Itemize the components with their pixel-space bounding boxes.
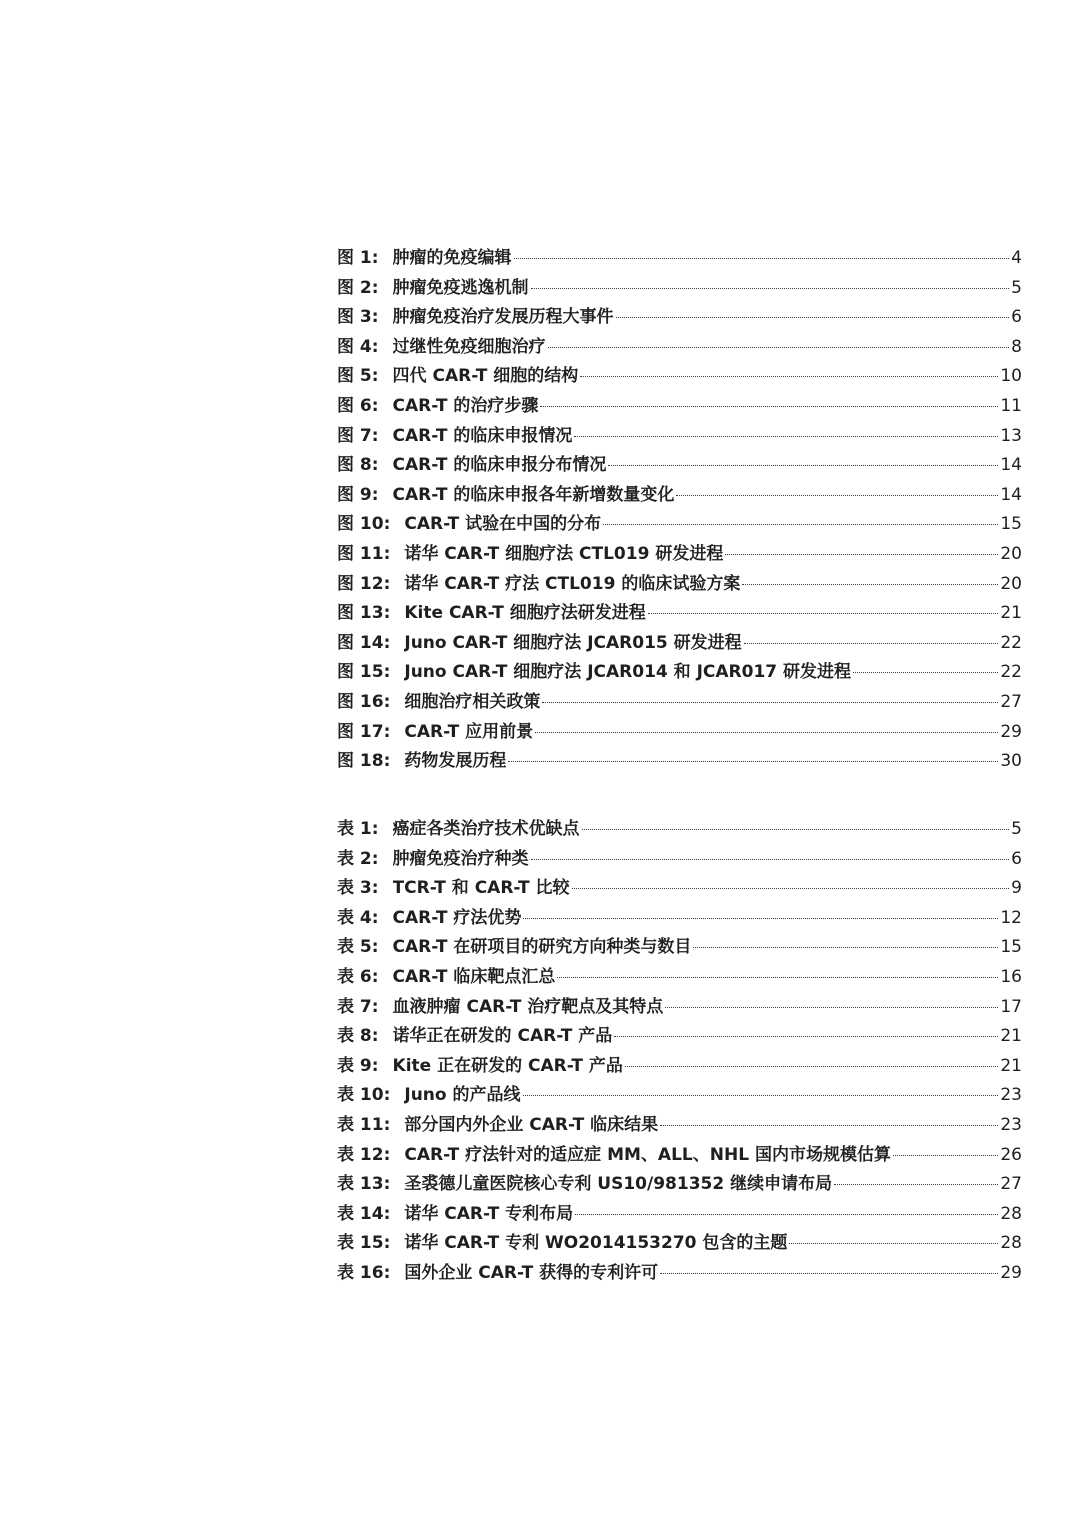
table-entry-title: CAR-T 疗法针对的适应症 MM、ALL、NHL 国内市场规模估算 [404, 1144, 891, 1165]
figure-entry-page-number: 10 [1000, 366, 1022, 387]
table-entry-label: 表 3: [337, 878, 379, 899]
dot-leader [535, 732, 998, 733]
table-entry-title: 癌症各类治疗技术优缺点 [392, 819, 580, 839]
table-entry-page-number: 23 [1000, 1085, 1022, 1106]
dot-leader [574, 436, 998, 437]
dot-leader [625, 1066, 999, 1067]
table-entry-page-number: 17 [1000, 996, 1022, 1017]
dot-leader [542, 702, 998, 703]
table-entry-label: 表 5: [337, 937, 379, 958]
figure-entry-label: 图 17: [337, 721, 391, 742]
figure-entry-title: Juno CAR-T 细胞疗法 JCAR014 和 JCAR017 研发进程 [404, 662, 852, 683]
table-entry-title: 诺华 CAR-T 专利 WO2014153270 包含的主题 [404, 1233, 788, 1254]
figure-entry-title: CAR-T 试验在中国的分布 [404, 514, 602, 535]
dot-leader [614, 1036, 998, 1037]
figure-entry-title: Juno CAR-T 细胞疗法 JCAR015 研发进程 [404, 632, 742, 653]
dot-leader [608, 465, 998, 466]
figure-entry[interactable] [337, 391, 1022, 421]
figure-entry-label: 图 18: [337, 751, 391, 772]
figure-entry-label: 图 11: [337, 543, 391, 564]
table-entry-page-number: 27 [1000, 1174, 1022, 1195]
dot-leader [660, 1125, 998, 1126]
table-entry[interactable] [337, 1169, 1022, 1199]
figure-entry-page-number: 14 [1000, 455, 1022, 476]
figure-entry-page-number: 5 [1011, 277, 1022, 298]
dot-leader [523, 918, 998, 919]
dot-leader [725, 554, 998, 555]
dot-leader [572, 888, 1010, 889]
figure-entry-title: 诺华 CAR-T 疗法 CTL019 的临床试验方案 [404, 573, 741, 594]
figure-entry-label: 图 12: [337, 573, 391, 594]
table-entry-page-number: 9 [1011, 878, 1022, 899]
table-entry[interactable] [337, 992, 1022, 1022]
figure-entry[interactable] [337, 273, 1022, 303]
figure-entry[interactable] [337, 243, 1022, 273]
figure-entry-title: CAR-T 应用前景 [404, 721, 534, 742]
dot-leader [531, 288, 1010, 289]
table-entry[interactable] [337, 1080, 1022, 1110]
table-entry-title: 国外企业 CAR-T 获得的专利许可 [404, 1262, 659, 1283]
dot-leader [582, 829, 1010, 830]
table-entry-title: CAR-T 临床靶点汇总 [392, 966, 556, 987]
table-entry-title: Kite 正在研发的 CAR-T 产品 [392, 1055, 623, 1076]
figure-entry-title: 肿瘤免疫逃逸机制 [392, 277, 529, 298]
figure-entry-title: 诺华 CAR-T 细胞疗法 CTL019 研发进程 [404, 543, 724, 564]
dot-leader [742, 584, 998, 585]
figure-entry-page-number: 15 [1000, 514, 1022, 535]
table-entry-label: 表 15: [337, 1233, 391, 1254]
table-entry-page-number: 12 [1000, 907, 1022, 928]
figure-entry[interactable] [337, 657, 1022, 687]
dot-leader [893, 1155, 998, 1156]
table-entry-title: CAR-T 疗法优势 [392, 907, 522, 928]
figure-entry-page-number: 22 [1000, 662, 1022, 683]
dot-leader [523, 1095, 999, 1096]
table-entry[interactable] [337, 1258, 1022, 1288]
figure-entry-title: 肿瘤免疫治疗发展历程大事件 [392, 307, 614, 328]
figure-entry-page-number: 11 [1000, 395, 1022, 416]
table-entry-title: 部分国内外企业 CAR-T 临床结果 [404, 1114, 659, 1135]
figure-entry-page-number: 30 [1000, 751, 1022, 772]
figure-entry-title: Kite CAR-T 细胞疗法研发进程 [404, 603, 646, 624]
table-entry-label: 表 2: [337, 848, 379, 869]
dot-leader [853, 672, 998, 673]
dot-leader [575, 1214, 998, 1215]
figure-entry-label: 图 4: [337, 336, 379, 357]
dot-leader [744, 643, 999, 644]
figure-entry-page-number: 29 [1000, 721, 1022, 742]
table-entry[interactable] [337, 873, 1022, 903]
figure-entry-label: 图 16: [337, 691, 391, 712]
table-entry-label: 表 8: [337, 1026, 379, 1047]
dot-leader [548, 347, 1010, 348]
table-entry[interactable] [337, 1110, 1022, 1140]
figure-entry[interactable] [337, 421, 1022, 451]
table-entry[interactable] [337, 1051, 1022, 1081]
table-entry-label: 表 10: [337, 1085, 391, 1106]
table-entry[interactable] [337, 844, 1022, 874]
figure-entry[interactable] [337, 509, 1022, 539]
figure-entry-label: 图 7: [337, 425, 379, 446]
figure-entry-title: CAR-T 的临床申报分布情况 [392, 455, 607, 476]
figure-entry-label: 图 5: [337, 366, 379, 387]
figure-entry-label: 图 3: [337, 307, 379, 328]
table-entry-page-number: 28 [1000, 1233, 1022, 1254]
table-entry-label: 表 11: [337, 1114, 391, 1135]
dot-leader [789, 1243, 998, 1244]
figure-entry-title: 过继性免疫细胞治疗 [392, 336, 546, 357]
table-entry[interactable] [337, 903, 1022, 933]
figure-entry-label: 图 13: [337, 603, 391, 624]
table-entry[interactable] [337, 932, 1022, 962]
figure-entry[interactable] [337, 687, 1022, 717]
table-entry-label: 表 7: [337, 996, 379, 1017]
figure-entry[interactable] [337, 746, 1022, 776]
table-entry-label: 表 1: [337, 819, 379, 839]
table-entry-title: 血液肿瘤 CAR-T 治疗靶点及其特点 [392, 996, 664, 1017]
table-entry[interactable] [337, 962, 1022, 992]
figure-entry-page-number: 6 [1011, 307, 1022, 328]
dot-leader [648, 613, 999, 614]
dot-leader [665, 1007, 998, 1008]
dot-leader [514, 258, 1010, 259]
figure-entry-label: 图 15: [337, 662, 391, 683]
table-entry[interactable] [337, 1021, 1022, 1051]
dot-leader [508, 761, 998, 762]
figure-entry-title: CAR-T 的临床申报各年新增数量变化 [392, 484, 675, 505]
table-entry-label: 表 9: [337, 1055, 379, 1076]
figure-entry-label: 图 10: [337, 514, 391, 535]
figure-entry-title: CAR-T 的治疗步骤 [392, 395, 539, 416]
table-entry-label: 表 14: [337, 1203, 391, 1224]
figure-entry-label: 图 2: [337, 277, 379, 298]
figure-entry-title: 药物发展历程 [404, 751, 507, 772]
figure-entry-page-number: 20 [1000, 543, 1022, 564]
figure-entry-page-number: 8 [1011, 336, 1022, 357]
table-entry-title: CAR-T 在研项目的研究方向种类与数目 [392, 937, 692, 958]
table-entry-page-number: 21 [1000, 1055, 1022, 1076]
figure-entry-label: 图 8: [337, 455, 379, 476]
table-entry-page-number: 23 [1000, 1114, 1022, 1135]
table-entry-title: TCR-T 和 CAR-T 比较 [392, 878, 570, 899]
figure-entry[interactable] [337, 628, 1022, 658]
table-entry-page-number: 16 [1000, 966, 1022, 987]
figure-entry-title: 细胞治疗相关政策 [404, 691, 541, 712]
table-entry-page-number: 15 [1000, 937, 1022, 958]
dot-leader [693, 947, 998, 948]
figure-entry[interactable] [337, 598, 1022, 628]
figure-entry[interactable] [337, 569, 1022, 599]
table-entry-title: 诺华 CAR-T 专利布局 [404, 1203, 574, 1224]
figure-entry-page-number: 4 [1011, 248, 1022, 268]
figure-entry-title: 肿瘤的免疫编辑 [392, 248, 512, 268]
figure-entry-title: 四代 CAR-T 细胞的结构 [392, 366, 579, 387]
table-entry-page-number: 29 [1000, 1262, 1022, 1283]
table-entry-label: 表 12: [337, 1144, 391, 1165]
figure-entry[interactable] [337, 480, 1022, 510]
dot-leader [531, 859, 1010, 860]
figure-entry-title: CAR-T 的临床申报情况 [392, 425, 573, 446]
figure-entry-page-number: 21 [1000, 603, 1022, 624]
table-entry-label: 表 6: [337, 966, 379, 987]
table-entry-label: 表 4: [337, 907, 379, 928]
table-entry[interactable] [337, 1228, 1022, 1258]
table-entry-title: 圣裘德儿童医院核心专利 US10/981352 继续申请布局 [404, 1174, 833, 1195]
table-entry[interactable] [337, 814, 1022, 844]
dot-leader [616, 317, 1010, 318]
figure-entry-label: 图 14: [337, 632, 391, 653]
tables-list [337, 814, 1022, 1288]
figures-list [337, 243, 1022, 776]
figure-entry[interactable] [337, 332, 1022, 362]
figure-entry[interactable] [337, 361, 1022, 391]
dot-leader [834, 1184, 998, 1185]
dot-leader [603, 524, 998, 525]
figure-entry-page-number: 22 [1000, 632, 1022, 653]
table-entry-page-number: 5 [1011, 819, 1022, 839]
figure-entry[interactable] [337, 450, 1022, 480]
table-entry-title: 诺华正在研发的 CAR-T 产品 [392, 1026, 613, 1047]
table-entry-page-number: 26 [1000, 1144, 1022, 1165]
figure-entry-page-number: 27 [1000, 691, 1022, 712]
table-entry-label: 表 13: [337, 1174, 391, 1195]
figure-entry-label: 图 9: [337, 484, 379, 505]
figure-entry-page-number: 20 [1000, 573, 1022, 594]
table-entry-label: 表 16: [337, 1262, 391, 1283]
dot-leader [540, 406, 998, 407]
figure-entry-label: 图 1: [337, 248, 379, 268]
table-entry[interactable] [337, 1140, 1022, 1170]
dot-leader [676, 495, 998, 496]
figure-entry-page-number: 14 [1000, 484, 1022, 505]
table-entry-title: Juno 的产品线 [404, 1085, 521, 1106]
table-entry-page-number: 6 [1011, 848, 1022, 869]
dot-leader [580, 376, 998, 377]
table-entry-title: 肿瘤免疫治疗种类 [392, 848, 529, 869]
figure-entry[interactable] [337, 539, 1022, 569]
dot-leader [557, 977, 998, 978]
figure-entry-label: 图 6: [337, 395, 379, 416]
figure-entry-page-number: 13 [1000, 425, 1022, 446]
table-entry[interactable] [337, 1199, 1022, 1229]
figure-entry[interactable] [337, 302, 1022, 332]
figure-entry[interactable] [337, 717, 1022, 747]
table-entry-page-number: 21 [1000, 1026, 1022, 1047]
dot-leader [660, 1273, 998, 1274]
table-entry-page-number: 28 [1000, 1203, 1022, 1224]
